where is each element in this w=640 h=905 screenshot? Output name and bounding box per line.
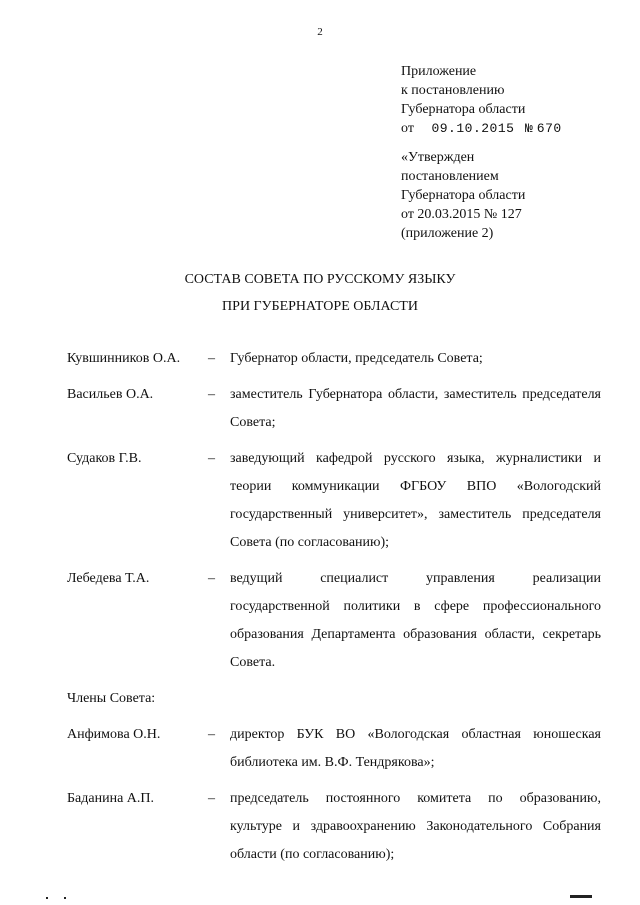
appendix-block	[401, 62, 562, 138]
approved-block	[401, 148, 525, 243]
appendix-line-1: Приложение	[401, 64, 477, 79]
member-role: Губернатор области, председатель Совета;	[230, 351, 483, 366]
member-name: Судаков Г.В.	[67, 451, 142, 466]
appendix-line-3: Губернатора области	[401, 102, 526, 117]
approved-line-4: от 20.03.2015 № 127	[401, 207, 522, 222]
list-item	[67, 345, 601, 373]
scan-artifact	[570, 895, 592, 898]
member-name: Анфимова О.Н.	[67, 727, 161, 742]
member-role: директор БУК ВО «Вологодская областная юношеская библиотека им. В.Ф. Тендрякова»;	[230, 727, 601, 770]
appendix-date-line	[401, 119, 562, 138]
dash: –	[208, 351, 215, 366]
appendix-line-2: к постановлению	[401, 83, 505, 98]
member-role: председатель постоянного комитета по образованию, культуре и здравоохранению Законодательного Собрания области (по согласованию);	[230, 791, 601, 862]
decree-number: 670	[536, 121, 562, 136]
page-number: 2	[317, 26, 323, 38]
member-name: Васильев О.А.	[67, 387, 154, 402]
dash: –	[208, 451, 215, 466]
approved-line-2: постановлением	[401, 169, 499, 184]
number-sign: №	[524, 121, 534, 136]
council-composition	[67, 345, 601, 877]
scan-artifact	[46, 897, 48, 899]
scan-artifact	[64, 897, 66, 899]
dash: –	[208, 387, 215, 402]
member-role: заведующий кафедрой русского языка, журналистики и теории коммуникации ФГБОУ ВПО «Вологодский государственный университет», заместитель председателя Совета (по согласованию);	[230, 451, 601, 550]
dash: –	[208, 791, 215, 806]
dash: –	[208, 727, 215, 742]
member-name: Баданина А.П.	[67, 791, 155, 806]
list-item	[67, 721, 601, 777]
dash: –	[208, 571, 215, 586]
approved-line-5: (приложение 2)	[401, 226, 494, 241]
document-title-line-1: СОСТАВ СОВЕТА ПО РУССКОМУ ЯЗЫКУ	[184, 272, 456, 287]
approved-line-3: Губернатора области	[401, 188, 526, 203]
member-role: заместитель Губернатора области, заместитель председателя Совета;	[230, 387, 601, 430]
member-name: Кувшинников О.А.	[67, 351, 181, 366]
list-item	[67, 445, 601, 557]
document-title-line-2: ПРИ ГУБЕРНАТОРЕ ОБЛАСТИ	[222, 299, 418, 314]
list-item	[67, 565, 601, 677]
members-section-label: Члены Совета:	[67, 691, 156, 706]
date-prefix: от	[401, 121, 414, 136]
member-role: ведущий специалист управления реализации государственной политики в сфере профессионального образования Департамента образования области, секретарь Совета.	[230, 571, 601, 670]
list-item	[67, 381, 601, 437]
member-name: Лебедева Т.А.	[67, 571, 150, 586]
approved-line-1: «Утвержден	[401, 150, 475, 165]
decree-date: 09.10.2015	[431, 121, 515, 136]
list-item	[67, 785, 601, 869]
